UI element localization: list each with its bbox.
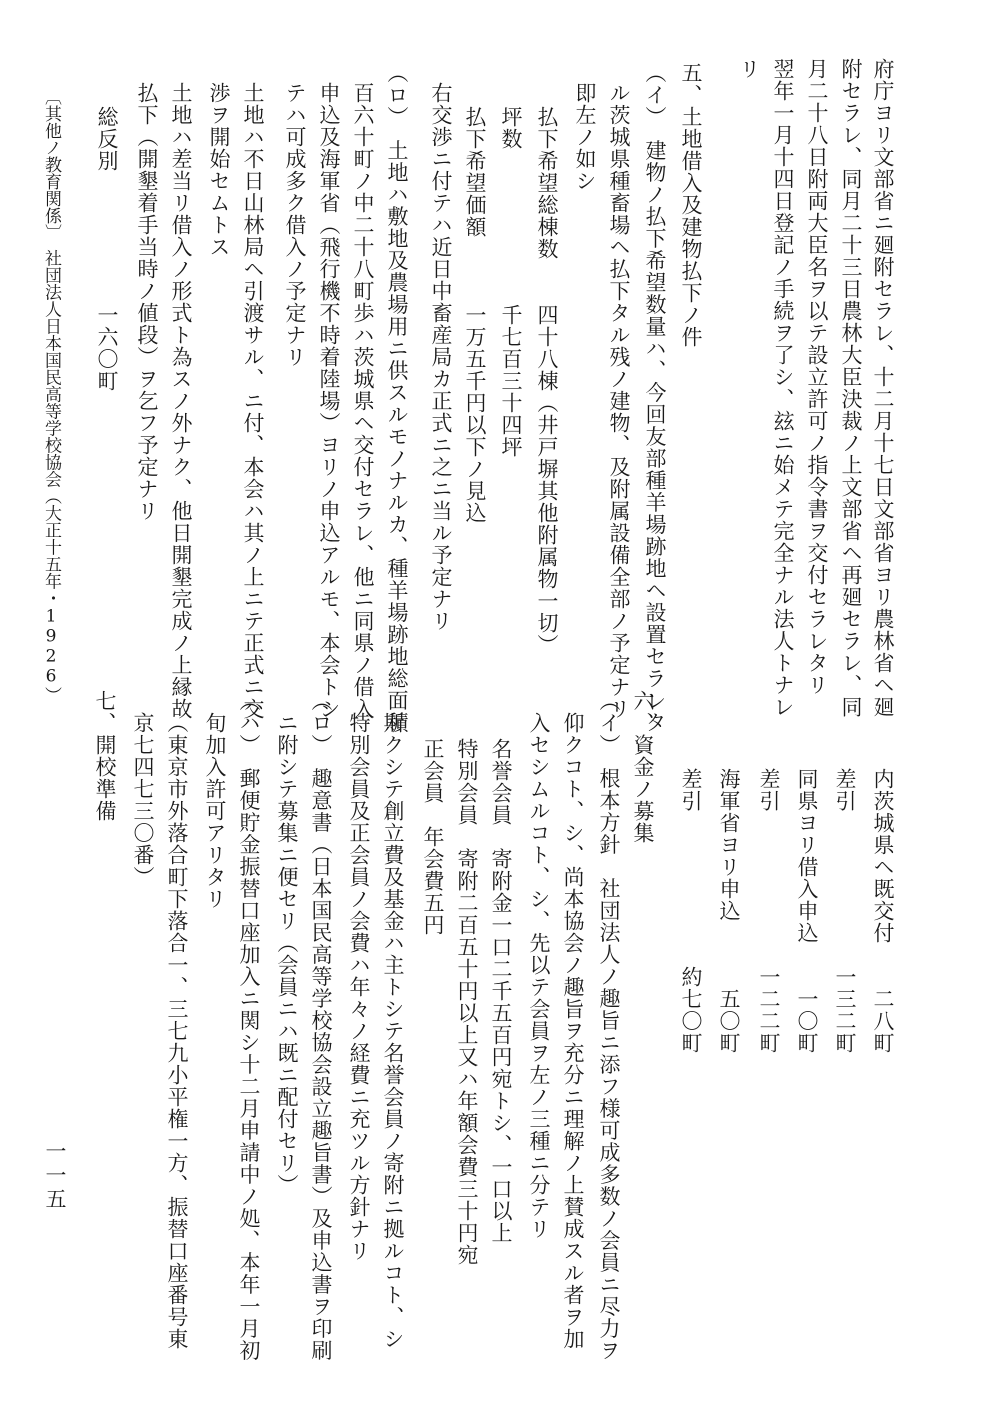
text-column: ル茨城県種畜場ヘ払下タル残ノ建物、及附属設備全部ノ予定ナリ — [607, 82, 631, 720]
text-column: 払下希望価額 一万五千円以下ノ見込 — [463, 106, 487, 524]
running-head: 〔其他ノ教育関係〕 社団法人日本国民高等学校協会（大正十五年・1926） — [41, 88, 61, 704]
text-column: 土地ハ差当リ借入ノ形式ト為スノ外ナク、他日開墾完成ノ上縁故 — [169, 82, 193, 720]
text-column: ニ附シテ募集ニ便セリ（会員ニハ既ニ配付セリ） — [275, 712, 299, 1196]
text-column: 仰クコト、シ、尚本協会ノ趣旨ヲ充分ニ理解ノ上賛成スル者ヲ加 — [561, 712, 585, 1350]
text-column: （ロ） 趣意書（日本国民高等学校協会設立趣旨書）及申込書ヲ印刷 — [309, 690, 333, 1362]
text-column: 旬加入許可アリタリ — [203, 712, 227, 910]
text-column: 府庁ヨリ文部省ニ廻附セラレ、十二月十七日文部省ヨリ農林省ヘ廻 — [871, 58, 895, 718]
section-heading: 七、開校準備 — [93, 690, 117, 822]
text-column: テハ可成多ク借入ノ予定ナリ — [283, 82, 307, 368]
text-column: 月二十八日附両大臣名ヲ以テ設立許可ノ指令書ヲ交付セラレタリ — [805, 58, 829, 696]
text-column: 特別会員及正会員ノ会費ハ年々ノ経費ニ充ツル方針ナリ — [347, 712, 371, 1262]
text-column: 差引 一二二町 — [757, 768, 781, 1054]
text-column: 即左ノ如シ — [573, 82, 597, 192]
page-number: 一一五 — [43, 1140, 67, 1212]
text-column: 払下希望総棟数 四十八棟（井戸塀其他附属物一切） — [535, 106, 559, 656]
text-column: 坪数 千七百三十四坪 — [499, 106, 523, 458]
text-column: 斯クシテ創立費及基金ハ主トシテ名誉会員ノ寄附ニ拠ルコト、シ — [381, 712, 405, 1350]
text-column: （イ） 建物ノ払下希望数量ハ、今回友部種羊場跡地ヘ設置セラレタ — [643, 62, 667, 734]
text-column: 入セシムルコト、シ、先以テ会員ヲ左ノ三種ニ分テリ — [527, 712, 551, 1240]
text-column: 土地ハ不日山林局ヘ引渡サル、ニ付、本会ハ其ノ上ニテ正式ニ交 — [241, 82, 265, 720]
text-column: 百六十町ノ中二十八町歩ハ茨城県ヘ交付セラレ、他ニ同県ノ借入 — [351, 82, 375, 720]
text-column: 渉ヲ開始セムトス — [207, 82, 231, 258]
text-column: 附セラレ、同月二十三日農林大臣決裁ノ上文部省ヘ再廻セラレ、同 — [839, 58, 863, 718]
section-heading: 五、土地借入及建物払下ノ件 — [679, 62, 703, 348]
text-column: 同県ヨリ借入申込 一〇町 — [795, 768, 819, 1054]
text-column: （ロ） 土地ハ敷地及農場用ニ供スルモノナルカ、種羊場跡地総面積 — [385, 62, 409, 734]
text-column: 名誉会員 寄附金一口二千五百円宛トシ、一口以上 — [489, 738, 513, 1244]
text-column: （イ） 根本方針 社団法人ノ趣旨ニ添フ様可成多数ノ会員ニ尽力ヲ — [597, 690, 621, 1362]
text-column: （東京市外落合町下落合一、三七九小平権一方、振替口座番号東 — [165, 712, 189, 1350]
section-heading: 六、資金ノ募集 — [631, 690, 655, 844]
text-column: 総反別 一六〇町 — [95, 106, 119, 392]
text-column: 翌年一月十四日登記ノ手続ヲ了シ、玆ニ始メテ完全ナル法人トナレ — [771, 58, 795, 718]
text-column: 京七四七三〇番） — [131, 712, 155, 888]
text-column: 申込及海軍省（飛行機不時着陸場）ヨリノ申込アルモ、本会トシ — [317, 82, 341, 720]
text-column: 払下（開墾着手当時ノ値段）ヲ乞フ予定ナリ — [135, 82, 159, 522]
text-column: リ — [737, 58, 761, 80]
text-column: 特別会員 寄附二百五十円以上又ハ年額会費三十円宛 — [455, 738, 479, 1266]
text-column: 差引 一三二町 — [833, 768, 857, 1054]
text-column: 正会員 年会費五円 — [421, 738, 445, 936]
text-column: 右交渉ニ付テハ近日中畜産局カ正式ニ之ニ当ル予定ナリ — [429, 82, 453, 632]
text-column: 差引 約七〇町 — [679, 768, 703, 1054]
text-column: 海軍省ヨリ申込 五〇町 — [717, 768, 741, 1054]
text-column: 内茨城県ヘ既交付 二八町 — [871, 768, 895, 1054]
text-column: （ハ） 郵便貯金振替口座加入ニ関シ十二月申請中ノ処、本年一月初 — [237, 690, 261, 1362]
